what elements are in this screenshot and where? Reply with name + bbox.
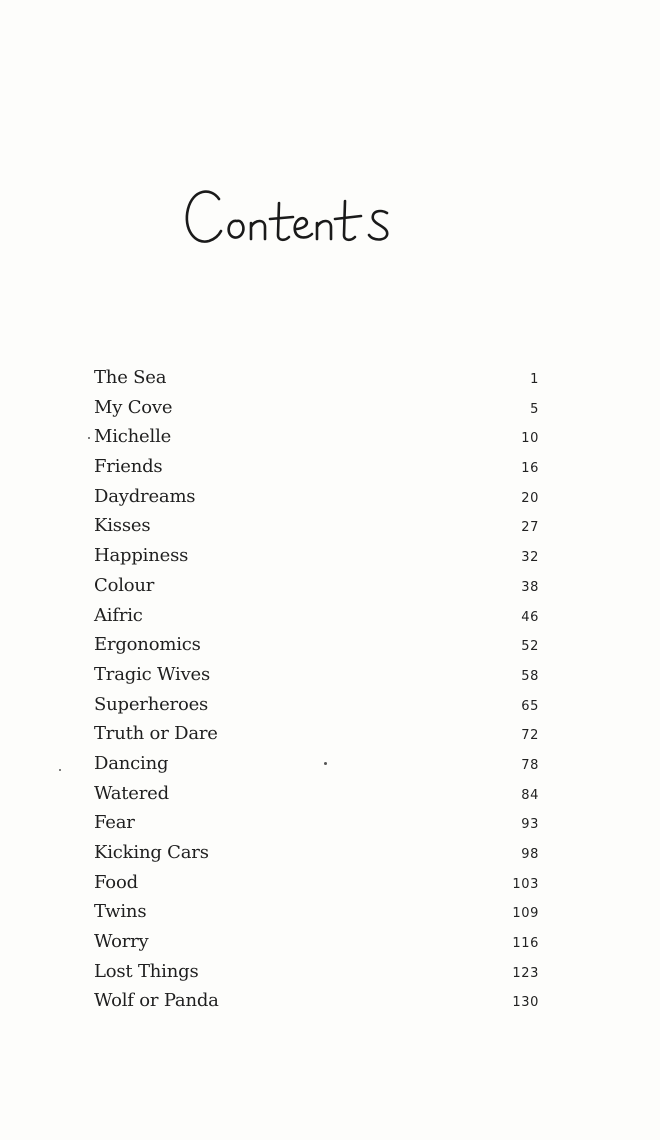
toc-entry-title: Happiness <box>94 545 189 567</box>
toc-entry[interactable] <box>94 515 539 545</box>
print-speck <box>59 769 61 771</box>
toc-entry-title: My Cove <box>94 396 173 418</box>
toc-entry-title: Fear <box>94 812 135 834</box>
toc-entry-title: Ergonomics <box>94 634 201 656</box>
toc-entry-page: 10 <box>521 431 539 447</box>
toc-entry-page: 20 <box>521 490 539 506</box>
toc-entry-title: Tragic Wives <box>94 663 211 685</box>
toc-entry-page: 116 <box>512 936 539 952</box>
toc-entry-title: Kicking Cars <box>94 842 209 863</box>
toc-entry-title: Friends <box>94 456 163 478</box>
toc-entry-title: Food <box>94 871 138 893</box>
toc-entry[interactable] <box>94 783 539 813</box>
toc-entry-page: 98 <box>521 847 539 862</box>
toc-entry[interactable] <box>94 753 539 783</box>
toc-entry-title: Daydreams <box>94 485 196 507</box>
toc-entry[interactable] <box>94 605 539 635</box>
toc-entry[interactable] <box>94 990 539 1020</box>
toc-entry[interactable] <box>94 486 539 516</box>
toc-entry[interactable] <box>94 634 539 664</box>
toc-entry[interactable] <box>94 367 539 397</box>
toc-entry-title: Wolf or Panda <box>94 990 219 1012</box>
table-of-contents <box>94 367 539 1020</box>
toc-entry-title: Dancing <box>94 752 169 774</box>
toc-entry-page: 58 <box>521 668 539 684</box>
toc-entry[interactable] <box>94 931 539 961</box>
toc-entry-page: 65 <box>521 698 539 714</box>
toc-entry-title: Kisses <box>94 515 151 537</box>
toc-entry-title: Lost Things <box>94 960 199 982</box>
toc-entry-title: Truth or Dare <box>94 723 218 745</box>
toc-entry-page: 123 <box>512 965 539 981</box>
toc-entry-page: 27 <box>521 520 539 536</box>
toc-entry-page: 130 <box>512 995 539 1011</box>
toc-entry-title: Superheroes <box>94 693 209 715</box>
toc-entry-title: Colour <box>94 574 155 596</box>
toc-entry-title: Watered <box>94 782 169 804</box>
toc-entry-page: 52 <box>521 639 539 655</box>
toc-entry-page: 38 <box>521 579 539 595</box>
toc-entry[interactable] <box>94 872 539 902</box>
toc-entry[interactable] <box>94 723 539 753</box>
toc-entry[interactable] <box>94 545 539 575</box>
toc-entry-page: 5 <box>530 401 539 417</box>
toc-entry-title: Worry <box>94 931 149 953</box>
toc-entry[interactable] <box>94 664 539 694</box>
toc-entry[interactable] <box>94 397 539 427</box>
toc-entry[interactable] <box>94 842 539 872</box>
toc-entry[interactable] <box>94 901 539 931</box>
print-speck <box>88 437 90 439</box>
toc-entry-page: 103 <box>512 876 539 892</box>
toc-entry[interactable] <box>94 575 539 605</box>
toc-entry-title: Aifric <box>94 604 143 626</box>
toc-entry-title: Twins <box>94 901 147 923</box>
print-speck <box>324 762 327 765</box>
toc-entry[interactable] <box>94 812 539 842</box>
toc-entry-page: 1 <box>530 372 539 387</box>
toc-entry-page: 16 <box>521 461 539 477</box>
toc-entry-page: 109 <box>512 906 539 922</box>
handwritten-contents-title <box>175 175 460 265</box>
toc-entry-page: 78 <box>521 757 539 773</box>
toc-entry-page: 93 <box>521 817 539 833</box>
toc-entry-page: 84 <box>521 787 539 803</box>
toc-entry[interactable] <box>94 694 539 724</box>
toc-entry[interactable] <box>94 456 539 486</box>
toc-entry-page: 46 <box>521 609 539 625</box>
toc-entry-title: The Sea <box>94 367 167 388</box>
toc-entry[interactable] <box>94 426 539 456</box>
page-title <box>175 175 460 265</box>
toc-entry-page: 32 <box>521 550 539 566</box>
toc-entry-title: Michelle <box>94 426 172 448</box>
toc-entry-page: 72 <box>521 728 539 744</box>
toc-entry[interactable] <box>94 961 539 991</box>
